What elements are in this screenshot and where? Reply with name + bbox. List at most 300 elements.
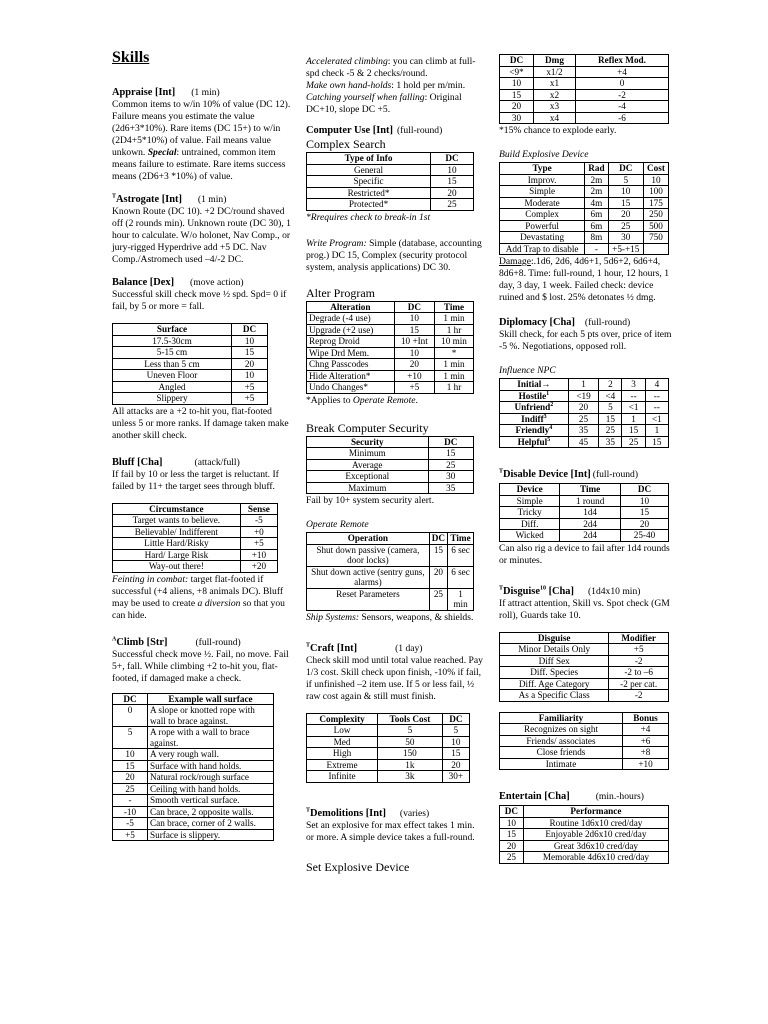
break-note: Fail by 10+ system security alert.	[306, 495, 434, 506]
bluff-heading	[112, 456, 292, 469]
build-explosive-title: Build Explosive Device	[499, 149, 589, 160]
ship-systems-text	[306, 612, 484, 624]
reflex-note: *15% chance to explode early.	[499, 125, 617, 136]
table-row	[307, 187, 474, 199]
skill-time: (1d4x10 min)	[587, 585, 641, 597]
table-cell: 45	[568, 436, 598, 448]
climb-text: Successful check move ½. Fail, no move. Fail 5+, fall. While climbing +2 to-hit you, flat-footed, if damaged make a check.	[112, 648, 289, 684]
skill-time: (full-round)	[195, 636, 241, 648]
table-cell: 15	[394, 324, 434, 336]
skill-time: (full-round)	[584, 317, 631, 328]
table-cell: 2m	[585, 174, 608, 186]
table-cell: Slippery	[113, 393, 232, 405]
complex-search-title: Complex Search	[306, 137, 386, 151]
table-cell	[643, 243, 668, 255]
table-cell: +10	[623, 758, 669, 770]
set-explosive-title: Set Explosive Device	[306, 859, 410, 874]
table-row	[307, 759, 470, 771]
feint-body-end: so that you can hide.	[112, 597, 285, 621]
column-1	[112, 86, 292, 841]
table-cell: *	[435, 347, 474, 359]
table-cell: 25	[568, 413, 598, 425]
table-cell: 17.5-30cm	[113, 335, 232, 347]
table-row	[113, 335, 268, 347]
skill-time: (1 day)	[395, 642, 423, 654]
table-header: 1	[568, 379, 598, 391]
footnote-marker: 3	[543, 413, 547, 420]
footnote-marker: 2	[550, 401, 554, 408]
table-cell: -2 per cat.	[609, 678, 669, 690]
skill-time: (full-round)	[592, 469, 639, 480]
table-cell: 15	[431, 176, 474, 188]
table-row	[113, 806, 274, 818]
table-cell: 15	[231, 347, 267, 359]
table-header: DC	[428, 436, 473, 448]
table-cell: 1d4	[560, 507, 621, 519]
table-cell: +0	[240, 526, 277, 538]
table-row	[500, 186, 669, 198]
table-cell: 1 min	[435, 359, 474, 371]
special-text: : untrained, common item means failure to estimate. Rare items success means (2D6+3 *10%) of value.	[112, 147, 286, 182]
attitude-label: Indiff	[521, 413, 544, 424]
skill-name: Bluff [Cha]	[112, 456, 163, 468]
ship-text: Sensors, weapons, & shields.	[359, 611, 474, 623]
table-cell: 10	[500, 78, 534, 90]
table-cell: 5	[442, 725, 469, 737]
table-cell: x1/2	[534, 66, 576, 78]
table-row	[500, 735, 669, 747]
table-cell: -2	[609, 690, 669, 702]
table-row	[500, 197, 669, 209]
trained-marker: T	[112, 193, 117, 200]
table-cell: Way-out there!	[113, 561, 241, 573]
alter-program-title: Alter Program	[306, 285, 375, 300]
diplomacy-text: Skill check, for each 5 pts over, price of item -5 %. Negotiations, opposed roll.	[499, 329, 672, 352]
climb-table	[112, 693, 274, 842]
table-row	[113, 818, 274, 830]
operate-remote-table	[306, 532, 474, 611]
balance-heading	[112, 276, 292, 289]
table-row	[500, 495, 669, 507]
table-cell: Smooth vertical surface.	[148, 795, 274, 807]
table-cell: 6 sec	[448, 544, 474, 566]
table-row	[113, 829, 274, 841]
table-row	[307, 771, 470, 783]
table-row	[113, 538, 278, 550]
table-cell: 20	[431, 187, 474, 199]
bluff-table	[112, 503, 278, 573]
table-cell: 10	[231, 370, 267, 382]
table-row	[113, 561, 278, 573]
table-cell: <1	[622, 402, 645, 414]
table-cell: Hard/ Large Risk	[113, 549, 241, 561]
table-cell: <9*	[500, 66, 534, 78]
table-cell: 100	[643, 186, 668, 198]
table-header: DC	[442, 713, 469, 725]
hands-label: Make own hand-holds	[306, 80, 392, 91]
skill-time: (full-round)	[396, 125, 443, 136]
feint-label: Feinting in combat:	[112, 573, 189, 585]
table-cell: 15	[599, 413, 622, 425]
table-cell: Minor Details Only	[500, 644, 609, 656]
table-header: Reflex Mod.	[575, 55, 668, 67]
table-cell: 35	[428, 482, 473, 494]
table-row	[307, 544, 474, 566]
table-row	[307, 176, 474, 188]
table-cell: 175	[643, 197, 668, 209]
table-cell: 25	[500, 852, 524, 864]
demolitions-heading	[306, 807, 484, 820]
table-cell: 1 min	[435, 313, 474, 325]
disguise-text: If attract attention, Skill vs. Spot check (GM roll), Guards take 10.	[499, 597, 670, 621]
table-row	[500, 101, 669, 113]
table-row	[307, 359, 474, 371]
table-cell: Diff. Species	[500, 667, 609, 679]
table-cell: <1	[645, 413, 668, 425]
table-header: 3	[622, 379, 645, 391]
table-header: Tools Cost	[378, 713, 443, 725]
table-cell: 1 round	[560, 495, 621, 507]
table-row	[307, 448, 474, 460]
skill-time: (attack/full)	[194, 456, 240, 468]
table-row	[500, 829, 669, 841]
table-header: Surface	[113, 324, 232, 336]
table-cell: Ceiling with hand holds.	[148, 783, 274, 795]
craft-table	[306, 713, 470, 783]
skill-name: Entertain [Cha]	[499, 791, 570, 802]
table-row	[307, 336, 474, 348]
table-header: Circumstance	[113, 503, 241, 515]
table-cell: Can brace, 2 opposite walls.	[148, 806, 274, 818]
table-header: Time	[435, 301, 474, 313]
influence-npc-table	[499, 378, 669, 448]
skill-name: Disguise	[503, 585, 540, 597]
table-cell: 15	[442, 748, 469, 760]
table-cell: Intimate	[500, 758, 623, 770]
table-row	[500, 220, 669, 232]
table-row	[113, 772, 274, 784]
table-cell: 10	[113, 749, 148, 761]
accel-text: : you can climb at full-spd check -5 & 2 checks/round.	[306, 56, 476, 79]
skill-time: (varies)	[399, 807, 430, 819]
table-cell: Natural rock/rough surface	[148, 772, 274, 784]
table-cell: Degrade (-4 use)	[307, 313, 395, 325]
table-cell: 1 hr	[435, 324, 474, 336]
table-cell: -5	[113, 818, 148, 830]
table-row	[500, 89, 669, 101]
table-row	[307, 482, 474, 494]
table-row	[500, 66, 669, 78]
table-cell: 25	[622, 436, 645, 448]
table-cell: Routine 1d6x10 cred/day	[523, 817, 668, 829]
operate-remote-title: Operate Remote	[306, 519, 369, 530]
table-cell: +10	[394, 370, 434, 382]
table-cell: 250	[643, 209, 668, 221]
skill-name: Computer Use [Int]	[306, 125, 393, 136]
arrow-right-icon: →	[541, 379, 551, 389]
table-header: Rad	[585, 163, 608, 175]
craft-text: Check skill mod until total value reached. Pay 1/3 cost. Skill check upon finish, -10% if fail, if unfinished –2 item use. If 5 or less fail, ½ raw cost again & still must finish.	[306, 654, 483, 702]
table-cell: x2	[534, 89, 576, 101]
trained-marker: T	[306, 807, 311, 814]
bluff-text: If fail by 10 or less the target is reluctant. If failed by 11+ the target sees through bluff.	[112, 468, 279, 492]
table-header: Disguise	[500, 632, 609, 644]
table-cell: Less than 5 cm	[113, 358, 232, 370]
table-cell: 10	[394, 313, 434, 325]
table-cell: +5	[609, 644, 669, 656]
table-cell: +5	[113, 829, 148, 841]
table-cell: General	[307, 164, 431, 176]
table-row	[307, 347, 474, 359]
break-security-title: Break Computer Security	[306, 420, 429, 435]
table-row	[113, 749, 274, 761]
table-cell: +5-+15	[608, 243, 643, 255]
table-cell: -2 to –6	[609, 667, 669, 679]
table-cell: +4	[575, 66, 668, 78]
table-cell: Simple	[500, 186, 585, 198]
row-label	[500, 413, 569, 425]
table-row	[307, 199, 474, 211]
table-cell: Maximum	[307, 482, 429, 494]
table-row	[500, 425, 669, 437]
table-cell: 25	[428, 459, 473, 471]
table-header: DC	[113, 693, 148, 705]
table-row	[500, 232, 669, 244]
table-row	[500, 530, 669, 542]
table-cell: x4	[534, 112, 576, 124]
table-cell: 25	[431, 199, 474, 211]
table-cell: Protected*	[307, 199, 431, 211]
table-cell: Exceptional	[307, 471, 429, 483]
table-cell: As a Specific Class	[500, 690, 609, 702]
page-title: Skills	[112, 49, 150, 66]
table-row	[500, 518, 669, 530]
table-row	[500, 758, 669, 770]
table-cell: 2m	[585, 186, 608, 198]
row-label	[500, 390, 569, 402]
table-header: DC	[500, 806, 524, 818]
table-header: Cost	[643, 163, 668, 175]
table-cell: 20	[500, 101, 534, 113]
craft-heading	[306, 642, 484, 655]
footnote-marker: 5	[547, 436, 551, 443]
disable-note: Can also rig a device to fail after 1d4 rounds or minutes.	[499, 542, 670, 566]
table-cell: 25	[608, 220, 643, 232]
table-cell: 25	[113, 783, 148, 795]
diplomacy-heading	[499, 316, 673, 329]
skill-name: Astrogate [Int]	[116, 194, 182, 205]
table-cell: 10 +Int	[394, 336, 434, 348]
table-cell: A very rough wall.	[148, 749, 274, 761]
skill-name: Appraise [Int]	[112, 87, 176, 98]
table-cell: 20	[500, 840, 524, 852]
table-cell: 5	[113, 727, 148, 749]
astrogate-text: Known Route (DC 10). +2 DC/round shaved off (2 rounds min). Unknown route (DC 30), 1 hour to calculate. W/o holonet, Nav Comp., or jury-rigged Hyperdrive add +5 DC. Nav Comp./Astromech used –4/-2 DC.	[112, 206, 291, 265]
row-label	[500, 402, 569, 414]
table-cell: 1 min	[435, 370, 474, 382]
row-label	[500, 436, 569, 448]
table-cell: Specific	[307, 176, 431, 188]
table-row	[500, 852, 669, 864]
table-cell: Can brace, corner of 2 walls.	[148, 818, 274, 830]
appraise-heading	[112, 86, 292, 99]
table-cell: +4	[623, 724, 669, 736]
table-header: 4	[645, 379, 668, 391]
table-cell: <19	[568, 390, 598, 402]
attitude-label: Hostile	[518, 390, 547, 401]
table-cell: +5	[394, 382, 434, 394]
table-cell: 10	[442, 736, 469, 748]
table-header: DC	[431, 153, 474, 165]
skill-name: Craft [Int]	[310, 642, 358, 654]
table-header: Modifier	[609, 632, 669, 644]
table-header: Operation	[307, 533, 430, 545]
complex-search-table	[306, 152, 474, 211]
table-row	[113, 515, 278, 527]
table-cell: A slope or knotted rope with wall to brace against.	[148, 705, 274, 727]
table-cell: Memorable 4d6x10 cred/day	[523, 852, 668, 864]
table-cell: 10	[620, 495, 668, 507]
table-cell: Moderate	[500, 197, 585, 209]
break-security-table	[306, 436, 474, 495]
table-header: DC	[394, 301, 434, 313]
table-cell: 15	[429, 544, 447, 566]
table-cell: -	[113, 795, 148, 807]
table-cell: 5-15 cm	[113, 347, 232, 359]
alter-program-table	[306, 301, 474, 394]
table-row	[307, 459, 474, 471]
damage-label: Damage	[499, 256, 531, 267]
trained-marker: T	[499, 585, 504, 592]
appraise-body: Common items to w/in 10% of value (DC 12). Failure means you estimate the value (2d6+3*10%). Rare items (DC 15+) to w/in (2D4+5*10%) of value. Fail means value unkown.	[112, 99, 291, 158]
table-row	[500, 667, 669, 679]
table-header: DC	[500, 55, 534, 67]
table-cell: Tricky	[500, 507, 560, 519]
table-cell: 5	[608, 174, 643, 186]
table-header: Performance	[523, 806, 668, 818]
table-cell: Chng Passcodes	[307, 359, 395, 371]
table-cell: 30	[500, 112, 534, 124]
table-cell: 20	[394, 359, 434, 371]
special-label: Special	[147, 147, 177, 158]
table-row	[307, 382, 474, 394]
computer-use-heading	[306, 124, 484, 137]
table-cell: Enjoyable 2d6x10 cred/day	[523, 829, 668, 841]
table-cell: +10	[240, 549, 277, 561]
table-row	[113, 393, 268, 405]
skill-name: Disable Device [Int]	[503, 469, 591, 480]
table-cell: +5	[231, 381, 267, 393]
table-row	[307, 324, 474, 336]
table-cell: -10	[113, 806, 148, 818]
table-row	[113, 783, 274, 795]
skill-time: (move action)	[190, 277, 244, 288]
table-cell: Diff Sex	[500, 655, 609, 667]
table-cell: 10	[231, 335, 267, 347]
table-row	[113, 795, 274, 807]
table-cell: Wicked	[500, 530, 560, 542]
table-cell: 15	[620, 507, 668, 519]
table-row	[113, 347, 268, 359]
table-cell: <4	[599, 390, 622, 402]
table-row	[113, 760, 274, 772]
table-cell: Minimum	[307, 448, 429, 460]
table-header: Device	[500, 484, 560, 496]
table-cell: Close friends	[500, 747, 623, 759]
table-cell: 10	[431, 164, 474, 176]
table-cell: -4	[575, 101, 668, 113]
table-cell: 1	[622, 413, 645, 425]
table-cell: 30	[608, 232, 643, 244]
table-cell: 1 hr	[435, 382, 474, 394]
table-cell: -2	[575, 89, 668, 101]
table-cell: 750	[643, 232, 668, 244]
table-cell: Target wants to believe.	[113, 515, 241, 527]
table-header: DC	[429, 533, 447, 545]
table-cell: 35	[568, 425, 598, 437]
table-cell: 4m	[585, 197, 608, 209]
table-cell: 10 min	[435, 336, 474, 348]
table-cell: Low	[307, 725, 378, 737]
trained-marker: A	[112, 636, 117, 643]
table-cell: Improv.	[500, 174, 585, 186]
table-header: Example wall surface	[148, 693, 274, 705]
table-cell: 25-40	[620, 530, 668, 542]
table-row	[500, 112, 669, 124]
balance-table	[112, 323, 268, 405]
row-label	[500, 425, 569, 437]
table-row	[307, 313, 474, 325]
write-program-text	[306, 238, 484, 274]
table-row	[113, 526, 278, 538]
table-cell: 10	[500, 817, 524, 829]
table-cell: Believable/ Indifferent	[113, 526, 241, 538]
table-cell: Friends/ associates	[500, 735, 623, 747]
table-row	[500, 436, 669, 448]
table-cell: -6	[575, 112, 668, 124]
entertain-table	[499, 805, 669, 864]
feint-diversion: a diversion	[197, 597, 241, 609]
table-cell: +20	[240, 561, 277, 573]
table-header: Sense	[240, 503, 277, 515]
table-row	[307, 370, 474, 382]
table-cell: 2d4	[560, 530, 621, 542]
table-cell: 6m	[585, 209, 608, 221]
accel-label: Accelerated climbing	[306, 56, 388, 67]
table-header: 2	[599, 379, 622, 391]
appraise-text	[112, 99, 292, 183]
alter-note-c: .	[415, 394, 418, 406]
table-header: Security	[307, 436, 429, 448]
table-row	[307, 725, 470, 737]
feint-body: target flat-footed if successful (+4 aliens, +8 animals DC). Bluff may be used to create	[112, 573, 284, 609]
attitude-label: Unfriend	[514, 402, 551, 412]
table-row	[307, 566, 474, 588]
table-header: Complexity	[307, 713, 378, 725]
table-row	[307, 164, 474, 176]
table-cell: 1	[645, 425, 668, 437]
attitude-label: Helpful	[517, 436, 548, 447]
complex-search-note: *Rrequires check to break-in 1st	[306, 211, 431, 223]
table-row	[307, 736, 470, 748]
table-cell: Shut down passive (camera, door locks)	[307, 544, 430, 566]
table-cell: 10	[643, 174, 668, 186]
table-cell: -	[585, 243, 608, 255]
table-row	[500, 209, 669, 221]
table-cell: 0	[575, 78, 668, 90]
table-cell: 0	[113, 705, 148, 727]
ship-label: Ship Systems:	[306, 611, 360, 623]
